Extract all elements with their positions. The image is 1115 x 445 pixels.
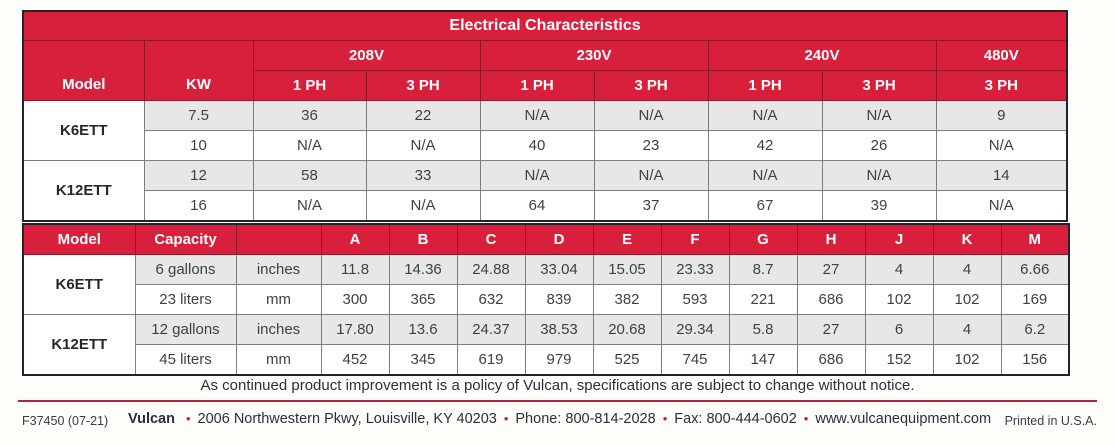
bullet-separator: •	[662, 411, 668, 426]
electrical-table-title: Electrical Characteristics	[23, 11, 1067, 41]
dim-cell: 102	[933, 285, 1001, 315]
dim-cell: 300	[321, 285, 389, 315]
dim-cell: 13.6	[389, 315, 457, 345]
dim-cell: 593	[661, 285, 729, 315]
table-row	[23, 315, 1069, 345]
dim-cell: 4	[933, 315, 1001, 345]
amps-cell: 42	[708, 131, 822, 161]
model-cell-k12ett: K12ETT	[23, 315, 135, 376]
amps-cell: N/A	[253, 131, 366, 161]
column-header-j: J	[865, 224, 933, 255]
capacity-cell: 12 gallons	[135, 315, 236, 345]
dim-cell: 17.80	[321, 315, 389, 345]
amps-cell: 37	[594, 191, 708, 222]
dim-cell: 24.88	[457, 255, 525, 285]
dim-cell: 38.53	[525, 315, 593, 345]
dim-cell: 14.36	[389, 255, 457, 285]
amps-cell: 23	[594, 131, 708, 161]
dim-cell: 839	[525, 285, 593, 315]
dim-cell: 15.05	[593, 255, 661, 285]
dim-cell: 29.34	[661, 315, 729, 345]
fax-number: Fax: 800-444-0602	[674, 411, 797, 427]
table-row	[23, 101, 1067, 131]
bullet-separator: •	[185, 411, 191, 426]
dimensions-table	[22, 223, 1070, 376]
amps-cell: N/A	[480, 161, 594, 191]
capacity-cell: 45 liters	[135, 345, 236, 376]
contact-line	[128, 411, 991, 427]
table-row	[23, 131, 1067, 161]
column-header-b: B	[389, 224, 457, 255]
dim-cell: 979	[525, 345, 593, 376]
amps-cell: N/A	[936, 131, 1067, 161]
table-row	[23, 161, 1067, 191]
dim-cell: 4	[933, 255, 1001, 285]
dim-cell: 452	[321, 345, 389, 376]
column-header-kw: KW	[144, 41, 253, 101]
form-number: F37450 (07-21)	[22, 414, 109, 428]
footer-bar	[22, 410, 1097, 432]
amps-cell: 22	[366, 101, 480, 131]
model-cell-k6ett: K6ETT	[23, 101, 144, 161]
model-cell-k12ett: K12ETT	[23, 161, 144, 222]
phase-header-208v-3ph: 3 PH	[366, 71, 480, 101]
amps-cell: 26	[822, 131, 936, 161]
bullet-separator: •	[803, 411, 809, 426]
dim-cell: 345	[389, 345, 457, 376]
printed-in-usa: Printed in U.S.A.	[1004, 414, 1097, 428]
dim-cell: 152	[865, 345, 933, 376]
kw-cell: 16	[144, 191, 253, 222]
column-header-model: Model	[23, 41, 144, 101]
dim-cell: 365	[389, 285, 457, 315]
phase-header-240v-1ph: 1 PH	[708, 71, 822, 101]
unit-cell: mm	[236, 345, 321, 376]
table-row	[23, 191, 1067, 222]
dim-cell: 525	[593, 345, 661, 376]
amps-cell: N/A	[708, 101, 822, 131]
column-header-a: A	[321, 224, 389, 255]
dim-cell: 619	[457, 345, 525, 376]
dim-cell: 156	[1001, 345, 1069, 376]
kw-cell: 10	[144, 131, 253, 161]
table-row	[23, 285, 1069, 315]
amps-cell: 14	[936, 161, 1067, 191]
column-header-d: D	[525, 224, 593, 255]
dim-cell: 745	[661, 345, 729, 376]
amps-cell: N/A	[822, 161, 936, 191]
amps-cell: N/A	[366, 131, 480, 161]
column-header-m: M	[1001, 224, 1069, 255]
column-header-c: C	[457, 224, 525, 255]
column-header-capacity: Capacity	[135, 224, 236, 255]
voltage-header-230v: 230V	[480, 41, 708, 71]
electrical-characteristics-table	[22, 10, 1068, 222]
dimensions-header-row	[23, 224, 1069, 255]
column-header-e: E	[593, 224, 661, 255]
company-address: 2006 Northwestern Pkwy, Louisville, KY 40203	[197, 411, 497, 427]
voltage-header-240v: 240V	[708, 41, 936, 71]
amps-cell: N/A	[822, 101, 936, 131]
amps-cell: 39	[822, 191, 936, 222]
dim-cell: 147	[729, 345, 797, 376]
kw-cell: 7.5	[144, 101, 253, 131]
footer-divider-rule	[18, 400, 1097, 402]
dim-cell: 33.04	[525, 255, 593, 285]
dim-cell: 102	[933, 345, 1001, 376]
model-cell-k6ett: K6ETT	[23, 255, 135, 315]
column-header-g: G	[729, 224, 797, 255]
amps-cell: 9	[936, 101, 1067, 131]
amps-cell: N/A	[253, 191, 366, 222]
amps-cell: N/A	[708, 161, 822, 191]
amps-cell: 64	[480, 191, 594, 222]
table-row	[23, 255, 1069, 285]
amps-cell: 67	[708, 191, 822, 222]
capacity-cell: 23 liters	[135, 285, 236, 315]
dim-cell: 23.33	[661, 255, 729, 285]
column-header-f: F	[661, 224, 729, 255]
dim-cell: 24.37	[457, 315, 525, 345]
dim-cell: 632	[457, 285, 525, 315]
phone-number: Phone: 800-814-2028	[515, 411, 656, 427]
amps-cell: 58	[253, 161, 366, 191]
amps-cell: N/A	[594, 101, 708, 131]
dim-cell: 102	[865, 285, 933, 315]
dim-cell: 686	[797, 285, 865, 315]
phase-header-480v-3ph: 3 PH	[936, 71, 1067, 101]
disclaimer-text: As continued product improvement is a policy of Vulcan, specifications are subject to change without notice.	[200, 377, 915, 394]
amps-cell: N/A	[366, 191, 480, 222]
unit-cell: mm	[236, 285, 321, 315]
column-header-unit	[236, 224, 321, 255]
electrical-title-row	[23, 11, 1067, 41]
dim-cell: 8.7	[729, 255, 797, 285]
unit-cell: inches	[236, 315, 321, 345]
phase-header-240v-3ph: 3 PH	[822, 71, 936, 101]
dim-cell: 6.2	[1001, 315, 1069, 345]
unit-cell: inches	[236, 255, 321, 285]
website-url: www.vulcanequipment.com	[815, 411, 992, 427]
amps-cell: N/A	[594, 161, 708, 191]
table-row	[23, 345, 1069, 376]
bullet-separator: •	[503, 411, 509, 426]
dim-cell: 11.8	[321, 255, 389, 285]
kw-cell: 12	[144, 161, 253, 191]
amps-cell: 36	[253, 101, 366, 131]
dim-cell: 20.68	[593, 315, 661, 345]
dim-cell: 382	[593, 285, 661, 315]
dim-cell: 686	[797, 345, 865, 376]
dim-cell: 6	[865, 315, 933, 345]
capacity-cell: 6 gallons	[135, 255, 236, 285]
phase-header-230v-1ph: 1 PH	[480, 71, 594, 101]
phase-header-208v-1ph: 1 PH	[253, 71, 366, 101]
dim-cell: 5.8	[729, 315, 797, 345]
dim-cell: 4	[865, 255, 933, 285]
voltage-header-208v: 208V	[253, 41, 480, 71]
column-header-k: K	[933, 224, 1001, 255]
amps-cell: 40	[480, 131, 594, 161]
dim-cell: 169	[1001, 285, 1069, 315]
voltage-header-480v: 480V	[936, 41, 1067, 71]
phase-header-230v-3ph: 3 PH	[594, 71, 708, 101]
company-name: Vulcan	[127, 411, 175, 427]
column-header-h: H	[797, 224, 865, 255]
dim-cell: 27	[797, 315, 865, 345]
column-header-model: Model	[23, 224, 135, 255]
dim-cell: 6.66	[1001, 255, 1069, 285]
amps-cell: N/A	[936, 191, 1067, 222]
amps-cell: N/A	[480, 101, 594, 131]
dim-cell: 27	[797, 255, 865, 285]
amps-cell: 33	[366, 161, 480, 191]
dim-cell: 221	[729, 285, 797, 315]
voltage-header-row	[23, 41, 1067, 71]
